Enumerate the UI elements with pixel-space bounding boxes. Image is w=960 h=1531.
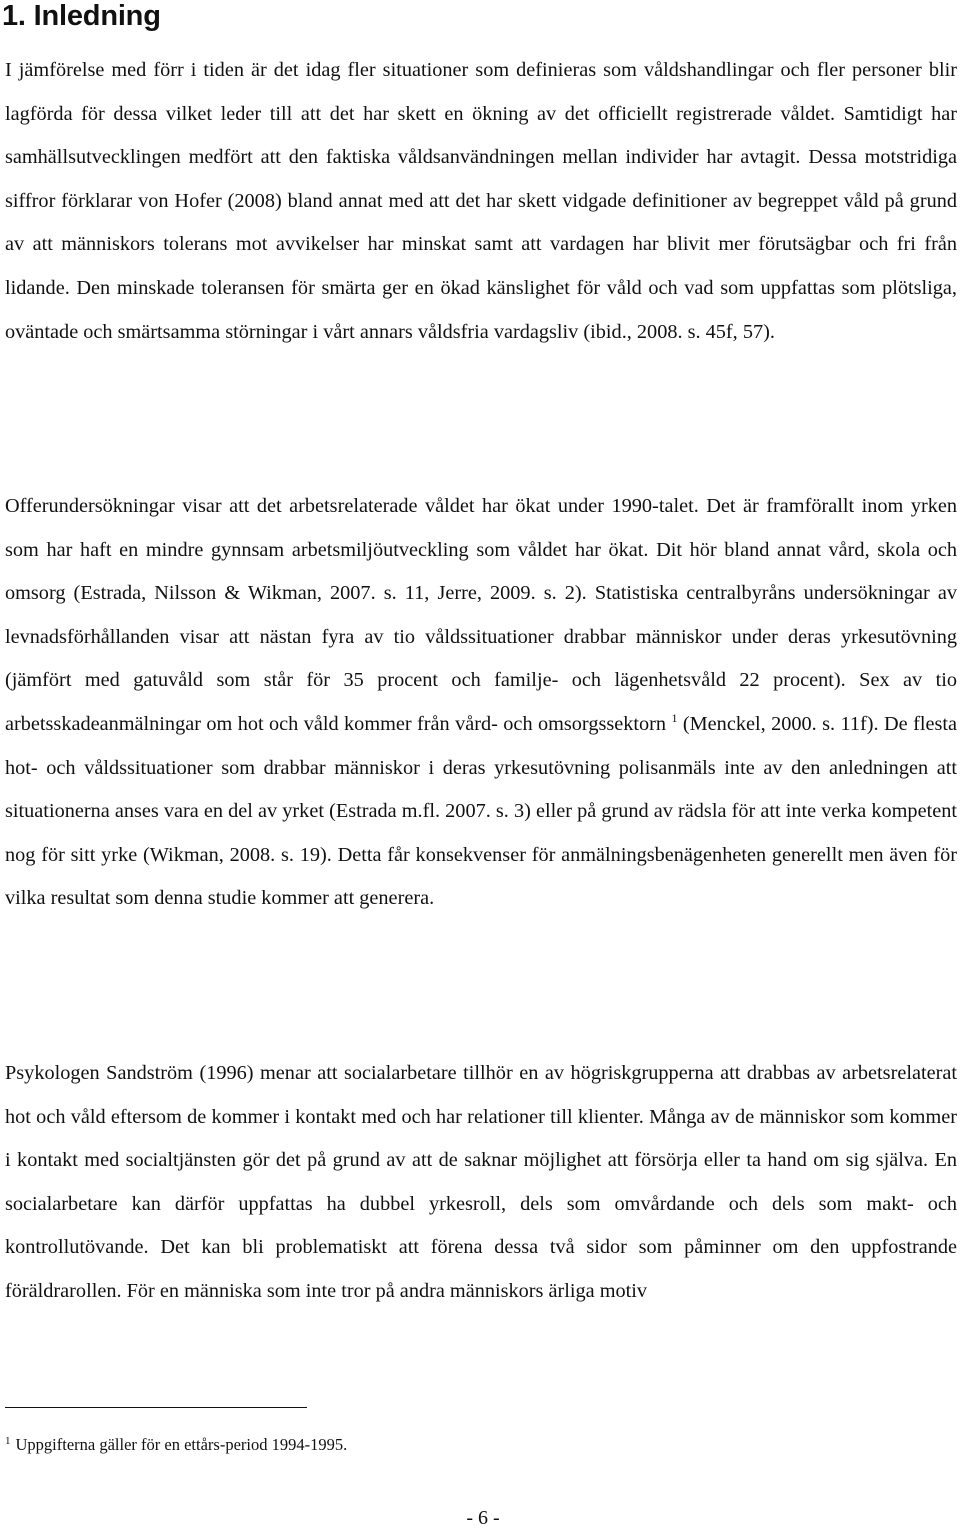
- paragraph-2-text-before-footnote: Offerundersökningar visar att det arbetsrelaterade våldet har ökat under 1990-talet. Det är framförallt inom yrken som har haft en mindre gynnsam arbetsmiljöutveckling som våldet har ökat. Dit hör bland annat vård, skola och omsorg (Estrada, Nilsson & Wikman, 2007. s. 11, Jerre, 2009. s. 2). Statistiska centralbyråns undersökningar av levnadsförhållanden visar att nästan fyra av tio våldssituationer drabbar människor under deras yrkesutövning (jämfört med gatuvåld som står för 35 procent och familje- och lägenhetsvåld 22 procent). Sex av tio arbetsskadeanmälningar om hot och våld kommer från vård- och omsorgssektorn: [5, 495, 957, 735]
- section-heading: 1. Inledning: [2, 0, 161, 32]
- paragraph-1: I jämförelse med förr i tiden är det idag fler situationer som definieras som våldshandlingar och fler personer blir lagförda för dessa vilket leder till att det har skett en ökning av det officiellt registrerade våldet. Samtidigt har samhällsutvecklingen medfört att den faktiska våldsanvändningen mellan individer har avtagit. Dessa motstridiga siffror förklarar von Hofer (2008) bland annat med att det har skett vidgade definitioner av begreppet våld på grund av att människors tolerans mot avvikelser har minskat samt att vardagen har blivit mer förutsägbar och fri från lidande. Den minskade toleransen för smärta ger en ökad känslighet för våld och vad som uppfattas som plötsliga, oväntade och smärtsamma störningar i vårt annars våldsfria vardagsliv (ibid., 2008. s. 45f, 57).: [5, 59, 957, 343]
- footnote-separator: [5, 1407, 307, 1408]
- footnote-text: Uppgifterna gäller för en ettårs-period 1994-1995.: [15, 1435, 348, 1454]
- paragraph-2: [5, 485, 957, 921]
- paragraph-2-text-after-footnote: (Menckel, 2000. s. 11f). De flesta hot- och våldssituationer som drabbar människor i deras yrkesutövning polisanmäls inte av den anledningen att situationerna anses vara en del av yrket (Estrada m.fl. 2007. s. 3) eller på grund av rädsla för att inte verka kompetent nog för sitt yrke (Wikman, 2008. s. 19). Detta får konsekvenser för anmälningsbenägenheten generellt men även för vilka resultat som denna studie kommer att generera.: [5, 712, 957, 910]
- page-number: - 6 -: [466, 1507, 500, 1529]
- footnote-reference: 1: [671, 711, 678, 726]
- paragraph-3: Psykologen Sandström (1996) menar att socialarbetare tillhör en av högriskgrupperna att drabbas av arbetsrelaterat hot och våld eftersom de kommer i kontakt med och har relationer till klienter. Många av de människor som kommer i kontakt med socialtjänsten gör det på grund av att de saknar möjlighet att försörja eller ta hand om sig själva. En socialarbetare kan därför uppfattas ha dubbel yrkesroll, dels som omvårdande och dels som makt- och kontrollutövande. Det kan bli problematiskt att förena dessa två sidor som påminner om den uppfostrande föräldrarollen. För en människa som inte tror på andra människors ärliga motiv: [5, 1062, 957, 1302]
- footnote: [5, 1434, 347, 1456]
- footnote-number: 1: [5, 1434, 11, 1447]
